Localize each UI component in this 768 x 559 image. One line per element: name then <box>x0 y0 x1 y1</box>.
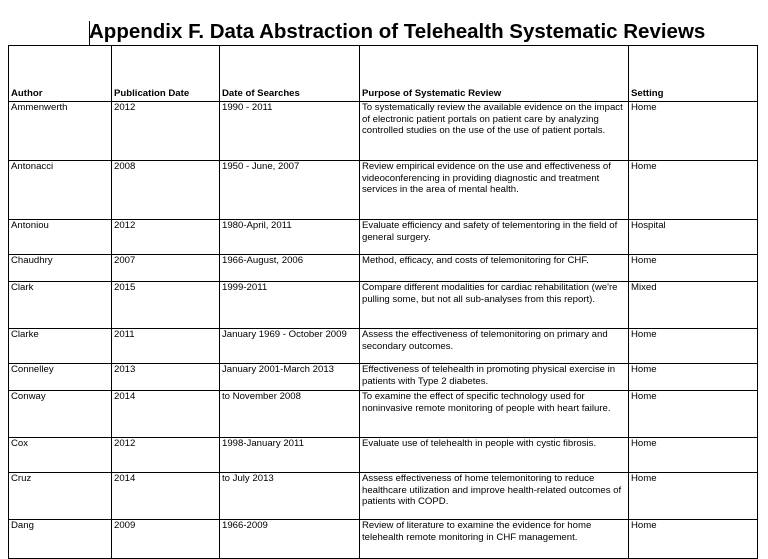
table-row <box>9 220 758 255</box>
author-cell: Cruz <box>9 473 112 520</box>
author-cell: Clark <box>9 282 112 329</box>
author-cell: Chaudhry <box>9 255 112 282</box>
date-of-searches-cell: to July 2013 <box>220 473 360 520</box>
publication-date-cell: 2012 <box>112 438 220 473</box>
table-row <box>9 102 758 161</box>
setting-cell: Home <box>629 438 758 473</box>
table-row <box>9 329 758 364</box>
setting-cell: Home <box>629 364 758 391</box>
purpose-cell: Review empirical evidence on the use and effectiveness of videoconferencing in providing diagnostic and treatment services in the area of mental health. <box>360 161 629 220</box>
header-publication-date: Publication Date <box>112 46 220 102</box>
date-of-searches-cell: 1966-2009 <box>220 520 360 559</box>
header-date-of-searches: Date of Searches <box>220 46 360 102</box>
date-of-searches-cell: 1998-January 2011 <box>220 438 360 473</box>
setting-cell: Home <box>629 161 758 220</box>
table-row <box>9 161 758 220</box>
author-cell: Connelley <box>9 364 112 391</box>
publication-date-cell: 2008 <box>112 161 220 220</box>
publication-date-cell: 2015 <box>112 282 220 329</box>
setting-cell: Home <box>629 255 758 282</box>
publication-date-cell: 2011 <box>112 329 220 364</box>
purpose-cell: Assess effectiveness of home telemonitoring to reduce healthcare utilization and improve health-related outcomes of patients with COPD. <box>360 473 629 520</box>
publication-date-cell: 2013 <box>112 364 220 391</box>
purpose-cell: Compare different modalities for cardiac rehabilitation (we're pulling some, but not all sub-analyses from this report). <box>360 282 629 329</box>
setting-cell: Mixed <box>629 282 758 329</box>
table-row <box>9 282 758 329</box>
table-row <box>9 438 758 473</box>
publication-date-cell: 2012 <box>112 102 220 161</box>
table-row <box>9 364 758 391</box>
data-abstraction-table <box>8 45 758 559</box>
author-cell: Antonacci <box>9 161 112 220</box>
purpose-cell: Effectiveness of telehealth in promoting physical exercise in patients with Type 2 diabetes. <box>360 364 629 391</box>
setting-cell: Home <box>629 520 758 559</box>
publication-date-cell: 2007 <box>112 255 220 282</box>
purpose-cell: Evaluate use of telehealth in people with cystic fibrosis. <box>360 438 629 473</box>
purpose-cell: Evaluate efficiency and safety of telementoring in the field of general surgery. <box>360 220 629 255</box>
table-row <box>9 255 758 282</box>
purpose-cell: Assess the effectiveness of telemonitoring on primary and secondary outcomes. <box>360 329 629 364</box>
date-of-searches-cell: 1966-August, 2006 <box>220 255 360 282</box>
author-cell: Clarke <box>9 329 112 364</box>
publication-date-cell: 2014 <box>112 473 220 520</box>
date-of-searches-cell: 1999-2011 <box>220 282 360 329</box>
purpose-cell: To examine the effect of specific technology used for noninvasive remote monitoring of people with heart failure. <box>360 391 629 438</box>
date-of-searches-cell: 1980-April, 2011 <box>220 220 360 255</box>
table-row <box>9 473 758 520</box>
header-purpose: Purpose of Systematic Review <box>360 46 629 102</box>
setting-cell: Home <box>629 102 758 161</box>
setting-cell: Home <box>629 329 758 364</box>
date-of-searches-cell: 1990 - 2011 <box>220 102 360 161</box>
date-of-searches-cell: to November 2008 <box>220 391 360 438</box>
date-of-searches-cell: 1950 - June, 2007 <box>220 161 360 220</box>
publication-date-cell: 2014 <box>112 391 220 438</box>
author-cell: Ammenwerth <box>9 102 112 161</box>
author-cell: Conway <box>9 391 112 438</box>
author-cell: Antoniou <box>9 220 112 255</box>
purpose-cell: To systematically review the available evidence on the impact of electronic patient portals on patient care by analyzing controlled studies on the use of the use of patient portals. <box>360 102 629 161</box>
header-author: Author <box>9 46 112 102</box>
author-cell: Cox <box>9 438 112 473</box>
date-of-searches-cell: January 2001-March 2013 <box>220 364 360 391</box>
table-row <box>9 391 758 438</box>
purpose-cell: Review of literature to examine the evidence for home telehealth remote monitoring in CHF management. <box>360 520 629 559</box>
publication-date-cell: 2012 <box>112 220 220 255</box>
header-setting: Setting <box>629 46 758 102</box>
publication-date-cell: 2009 <box>112 520 220 559</box>
date-of-searches-cell: January 1969 - October 2009 <box>220 329 360 364</box>
author-cell: Dang <box>9 520 112 559</box>
document-title: Appendix F. Data Abstraction of Telehealth Systematic Reviews <box>89 20 706 43</box>
purpose-cell: Method, efficacy, and costs of telemonitoring for CHF. <box>360 255 629 282</box>
setting-cell: Home <box>629 473 758 520</box>
table-header-row <box>9 46 758 102</box>
setting-cell: Home <box>629 391 758 438</box>
setting-cell: Hospital <box>629 220 758 255</box>
table-row <box>9 520 758 559</box>
